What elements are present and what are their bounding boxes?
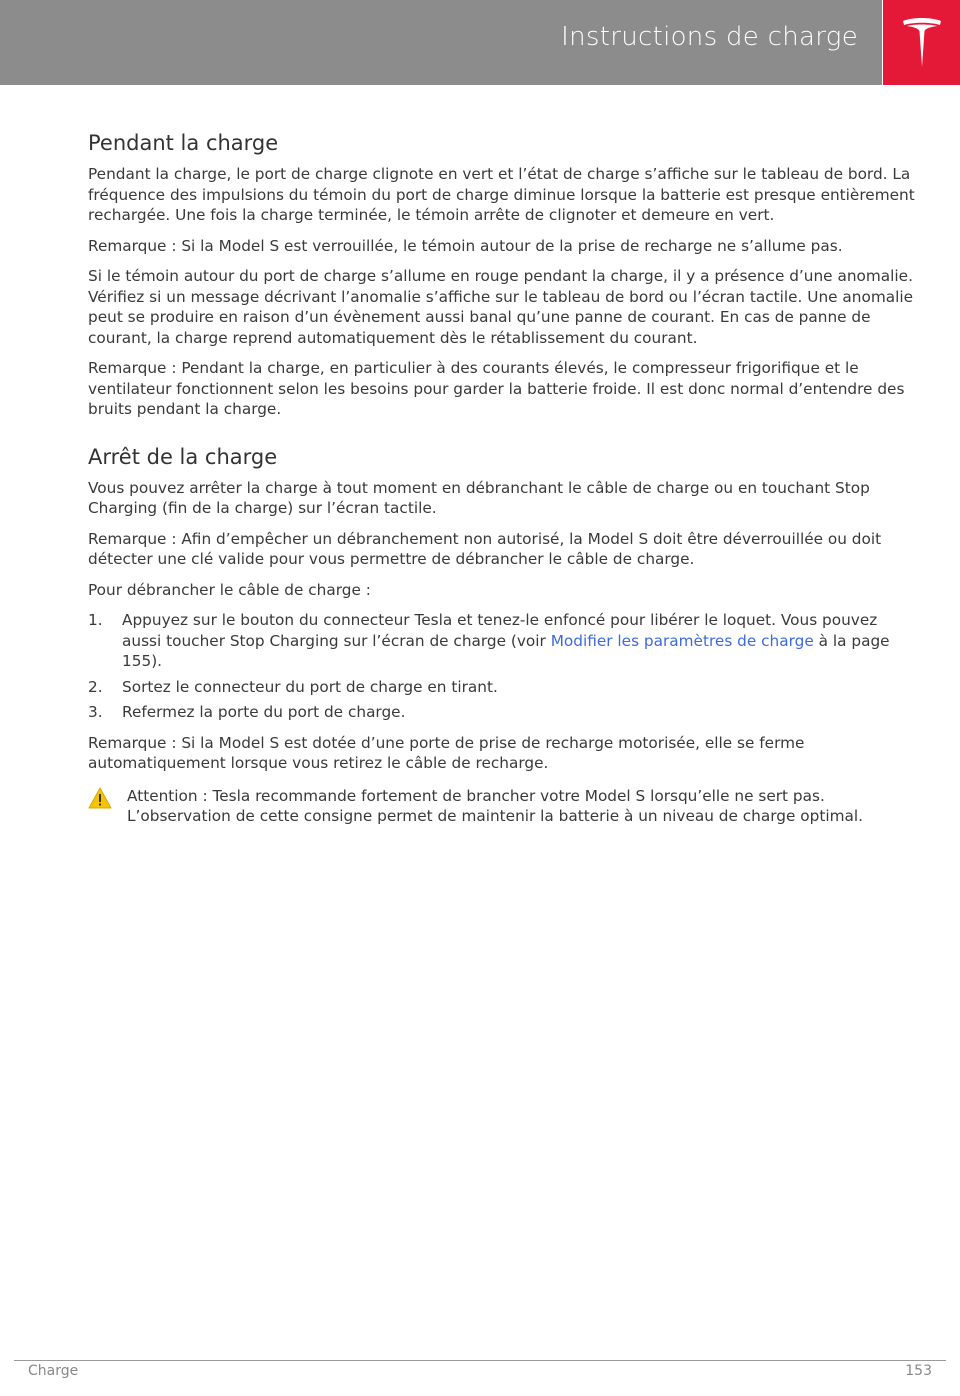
step-text: Appuyez sur le bouton du connecteur Tesla et tenez-le enfoncé pour libérer le loquet. Vous pouvez aussi toucher Stop Charging sur l’écran de charge (voir [122, 611, 878, 650]
step-text-after: à la page 155). [122, 631, 890, 670]
list-item [88, 677, 920, 698]
steps-intro: Pour débrancher le câble de charge : [88, 580, 371, 599]
note: Remarque : Si la Model S est dotée d’une porte de prise de recharge motorisée, elle se ferme automatiquement lorsque vous retirez le câble de recharge. [88, 733, 805, 772]
footer-divider [14, 1360, 946, 1361]
list-item [88, 702, 920, 723]
header-bar [0, 0, 882, 85]
paragraph: Vous pouvez arrêter la charge à tout moment en débranchant le câble de charge ou en touchant Stop Charging (fin de la charge) sur l’écran tactile. [88, 478, 870, 517]
tesla-logo-icon [901, 15, 943, 69]
section-heading-charging: Pendant la charge [88, 131, 279, 155]
steps-list [88, 610, 920, 723]
list-item [88, 610, 920, 672]
logo-box [883, 0, 960, 85]
paragraph: Pendant la charge, le port de charge clignote en vert et l’état de charge s’affiche sur le tableau de bord. La fréquence des impulsions du témoin du port de charge diminue lorsque la batterie est presque entièrement rechargée. Une fois la charge terminée, le témoin arrête de clignoter et demeure en vert. [88, 165, 915, 224]
page-title: Instructions de charge [561, 22, 858, 52]
section-heading-stop-charging: Arrêt de la charge [88, 444, 278, 469]
note: Remarque : Pendant la charge, en particulier à des courants élevés, le compresseur frigorifique et le ventilateur fonctionnent selon les besoins pour garder la batterie froide. Il est donc normal d’entendre des bruits pendant la charge. [88, 359, 905, 418]
warning-block [88, 786, 920, 827]
step-text: Sortez le connecteur du port de charge en tirant. [122, 677, 498, 696]
footer-section: Charge [28, 1363, 79, 1379]
warning-text: Attention : Tesla recommande fortement de brancher votre Model S lorsqu’elle ne sert pas. L’observation de cette consigne permet de maintenir la batterie à un niveau de charge optimal. [127, 786, 863, 825]
settings-link[interactable]: Modifier les paramètres de charge [550, 631, 814, 650]
note: Remarque : Afin d’empêcher un débranchement non autorisé, la Model S doit être déverrouillée ou doit détecter une clé valide pour vous permettre de débrancher le câble de charge. [88, 529, 882, 568]
step-number: 3. [88, 703, 103, 721]
step-number: 1. [88, 611, 103, 629]
paragraph: Si le témoin autour du port de charge s’allume en rouge pendant la charge, il y a présence d’une anomalie. Vérifiez si un message décrivant l’anomalie s’affiche sur le tableau de bord ou l’écran tactile. Une anomalie peut se produire en raison d’un évènement aussi banal qu’une panne de courant. En cas de panne de courant, la charge reprend automatiquement dès le rétablissement du courant. [88, 267, 914, 347]
note: Remarque : Si la Model S est verrouillée, le témoin autour de la prise de recharge ne s’allume pas. [88, 236, 843, 255]
page-number: 153 [905, 1363, 932, 1379]
main-content [88, 128, 920, 827]
step-number: 2. [88, 677, 103, 696]
step-text: Refermez la porte du port de charge. [122, 703, 406, 721]
warning-triangle-icon [88, 787, 112, 809]
